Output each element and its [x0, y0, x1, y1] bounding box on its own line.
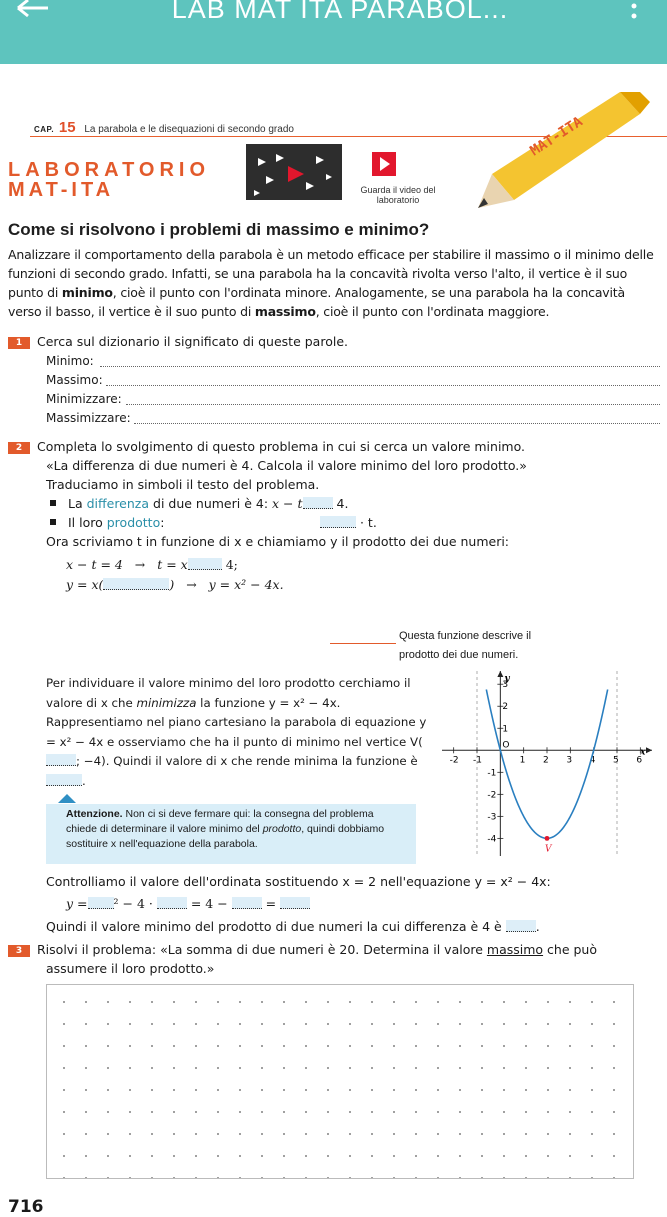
pencil-icon — [470, 92, 650, 212]
word-massimo: Massimo: — [46, 373, 103, 387]
minimum-explanation: Per individuare il valore minimo del loro prodotto cerchiamo il valore di x che minimizza la funzione y = x² − 4x. Rappresentiamo nel piano cartesiano la parabola di equazione y = x² − 4x e osserviamo che ha il punto di minimo nel vertice V(; −4). Quindi il valore di x che rende minima la funzione è . — [46, 676, 427, 788]
x-tick-label: 6 — [636, 755, 643, 766]
y-axis-arrow — [497, 671, 503, 677]
word-minimizzare: Minimizzare: — [46, 392, 122, 406]
y-tick-label: 2 — [502, 702, 509, 713]
x-tick-label: 2 — [543, 755, 549, 766]
x-tick-label: O — [502, 740, 510, 751]
vertex-label: V — [545, 844, 552, 855]
document-page[interactable] — [0, 64, 667, 1217]
step-number: 2 — [8, 442, 30, 454]
answer-line[interactable] — [134, 423, 660, 424]
y-tick-label: -1 — [487, 768, 497, 779]
word-minimo: Minimo: — [46, 354, 94, 368]
fill-blank[interactable] — [320, 516, 356, 528]
fill-blank[interactable] — [103, 578, 169, 590]
x-tick-label: -1 — [473, 755, 482, 766]
equation-1: x − t = 4 → t = x 4; — [66, 557, 238, 572]
y-tick-label: 3 — [502, 680, 509, 691]
fill-blank[interactable] — [157, 897, 187, 909]
chapter-header: CAP. 15 La parabola e le disequazioni di secondo grado — [34, 119, 294, 136]
y-axis-label: y — [504, 674, 510, 684]
hint-note: Questa funzione descrive il prodotto dei due numeri. — [399, 630, 532, 661]
fill-blank[interactable] — [88, 897, 114, 909]
attention-text: Attenzione. Non ci si deve fermare qui: la consegna del problema chiede di determinare il valore minimo del prodotto, quindi dobbiamo sostituire x nell'equazione della parabola. — [66, 808, 385, 850]
fill-blank[interactable] — [188, 558, 222, 570]
step-number: 1 — [8, 337, 30, 349]
fill-blank[interactable] — [46, 774, 82, 786]
attention-marker — [58, 794, 76, 803]
x-tick-label: 5 — [613, 755, 619, 766]
hint-connector — [330, 643, 396, 644]
fill-blank[interactable] — [506, 920, 536, 932]
fill-blank[interactable] — [280, 897, 310, 909]
bullet-product: Il loro prodotto: — [50, 515, 164, 530]
y-tick-label: -3 — [487, 812, 497, 823]
x-tick-label: -2 — [449, 755, 459, 766]
x-tick-label: 4 — [589, 755, 596, 766]
answer-line[interactable] — [106, 385, 660, 386]
pencil-label: MAT-ITA — [527, 113, 586, 160]
dotted-answer-grid[interactable] — [46, 984, 634, 1179]
word-massimizzare: Massimizzare: — [46, 411, 131, 425]
y-tick-label: 1 — [502, 724, 509, 735]
video-thumbnail[interactable] — [246, 144, 342, 200]
y-tick-label: -4 — [487, 834, 497, 845]
play-video-icon[interactable] — [372, 152, 396, 176]
section-title: Come si risolvono i problemi di massimo e minimo? — [8, 220, 430, 239]
parabola-graph — [442, 671, 652, 856]
app-bar — [0, 0, 667, 64]
step-3: 3 Risolvi il problema: «La somma di due numeri è 20. Determina il valore massimo che può — [8, 942, 597, 957]
intro-paragraph: Analizzare il comportamento della parabola è un metodo efficace per stabilire il massimo o il minimo delle funzioni di secondo grado. Infatti, se una parabola ha la concavità rivolta verso l'alto, il vertice è il suo punto di minimo, cioè il punto con l'ordinata minore. Analogamente, se una parabola ha la concavità verso il basso, il vertice è il suo punto di massimo, cioè il punto con l'ordinata maggiore. — [8, 247, 654, 319]
conclusion-text: Quindi il valore minimo del prodotto di due numeri la cui differenza è 4 è . — [46, 919, 540, 934]
page-number: 716 — [8, 1197, 44, 1217]
write-t-text: Ora scriviamo t in funzione di x e chiamiamo y il prodotto dei due numeri: — [46, 534, 510, 549]
bullet-difference: La differenza di due numeri è 4: x − t 4. — [50, 496, 348, 511]
translate-text: Traduciamo in simboli il testo del problema. — [46, 477, 320, 492]
answer-line[interactable] — [126, 404, 660, 405]
check-text: Controlliamo il valore dell'ordinata sostituendo x = 2 nell'equazione y = x² − 4x: — [46, 874, 551, 889]
fill-blank[interactable] — [232, 897, 262, 909]
answer-line[interactable] — [100, 366, 660, 367]
fill-blank[interactable] — [303, 497, 333, 509]
lab-subtitle: MAT-ITA — [8, 179, 115, 201]
x-axis-label: x — [640, 747, 646, 758]
calculation: y = ² − 4 · = 4 − = — [66, 896, 310, 911]
step-2: 2 Completa lo svolgimento di questo problema in cui si cerca un valore minimo. — [8, 439, 525, 454]
x-tick-label: 3 — [566, 755, 573, 766]
equation-2: y = x( ) → y = x² − 4x. — [66, 577, 284, 592]
arrow-left-icon[interactable] — [12, 0, 52, 22]
lab-title: LABORATORIO — [8, 159, 211, 181]
step-number: 3 — [8, 945, 30, 957]
more-vertical-icon[interactable] — [628, 0, 640, 24]
step-1: 1 Cerca sul dizionario il significato di queste parole. — [8, 334, 348, 349]
fill-blank[interactable] — [46, 754, 76, 766]
problem-quote: «La differenza di due numeri è 4. Calcola il valore minimo del loro prodotto.» — [46, 458, 527, 473]
x-axis-arrow — [646, 747, 652, 753]
step-3-continued: assumere il loro prodotto.» — [46, 961, 215, 976]
vertex-point — [545, 836, 550, 841]
product-blank: · t. — [320, 515, 377, 530]
y-tick-label: -2 — [487, 790, 497, 801]
app-title: LAB MAT ITA PARABOL... — [171, 0, 509, 24]
chapter-title: La parabola e le disequazioni di secondo grado — [84, 124, 294, 135]
x-tick-label: 1 — [519, 755, 526, 766]
video-caption[interactable]: Guarda il video del laboratorio — [360, 185, 436, 205]
